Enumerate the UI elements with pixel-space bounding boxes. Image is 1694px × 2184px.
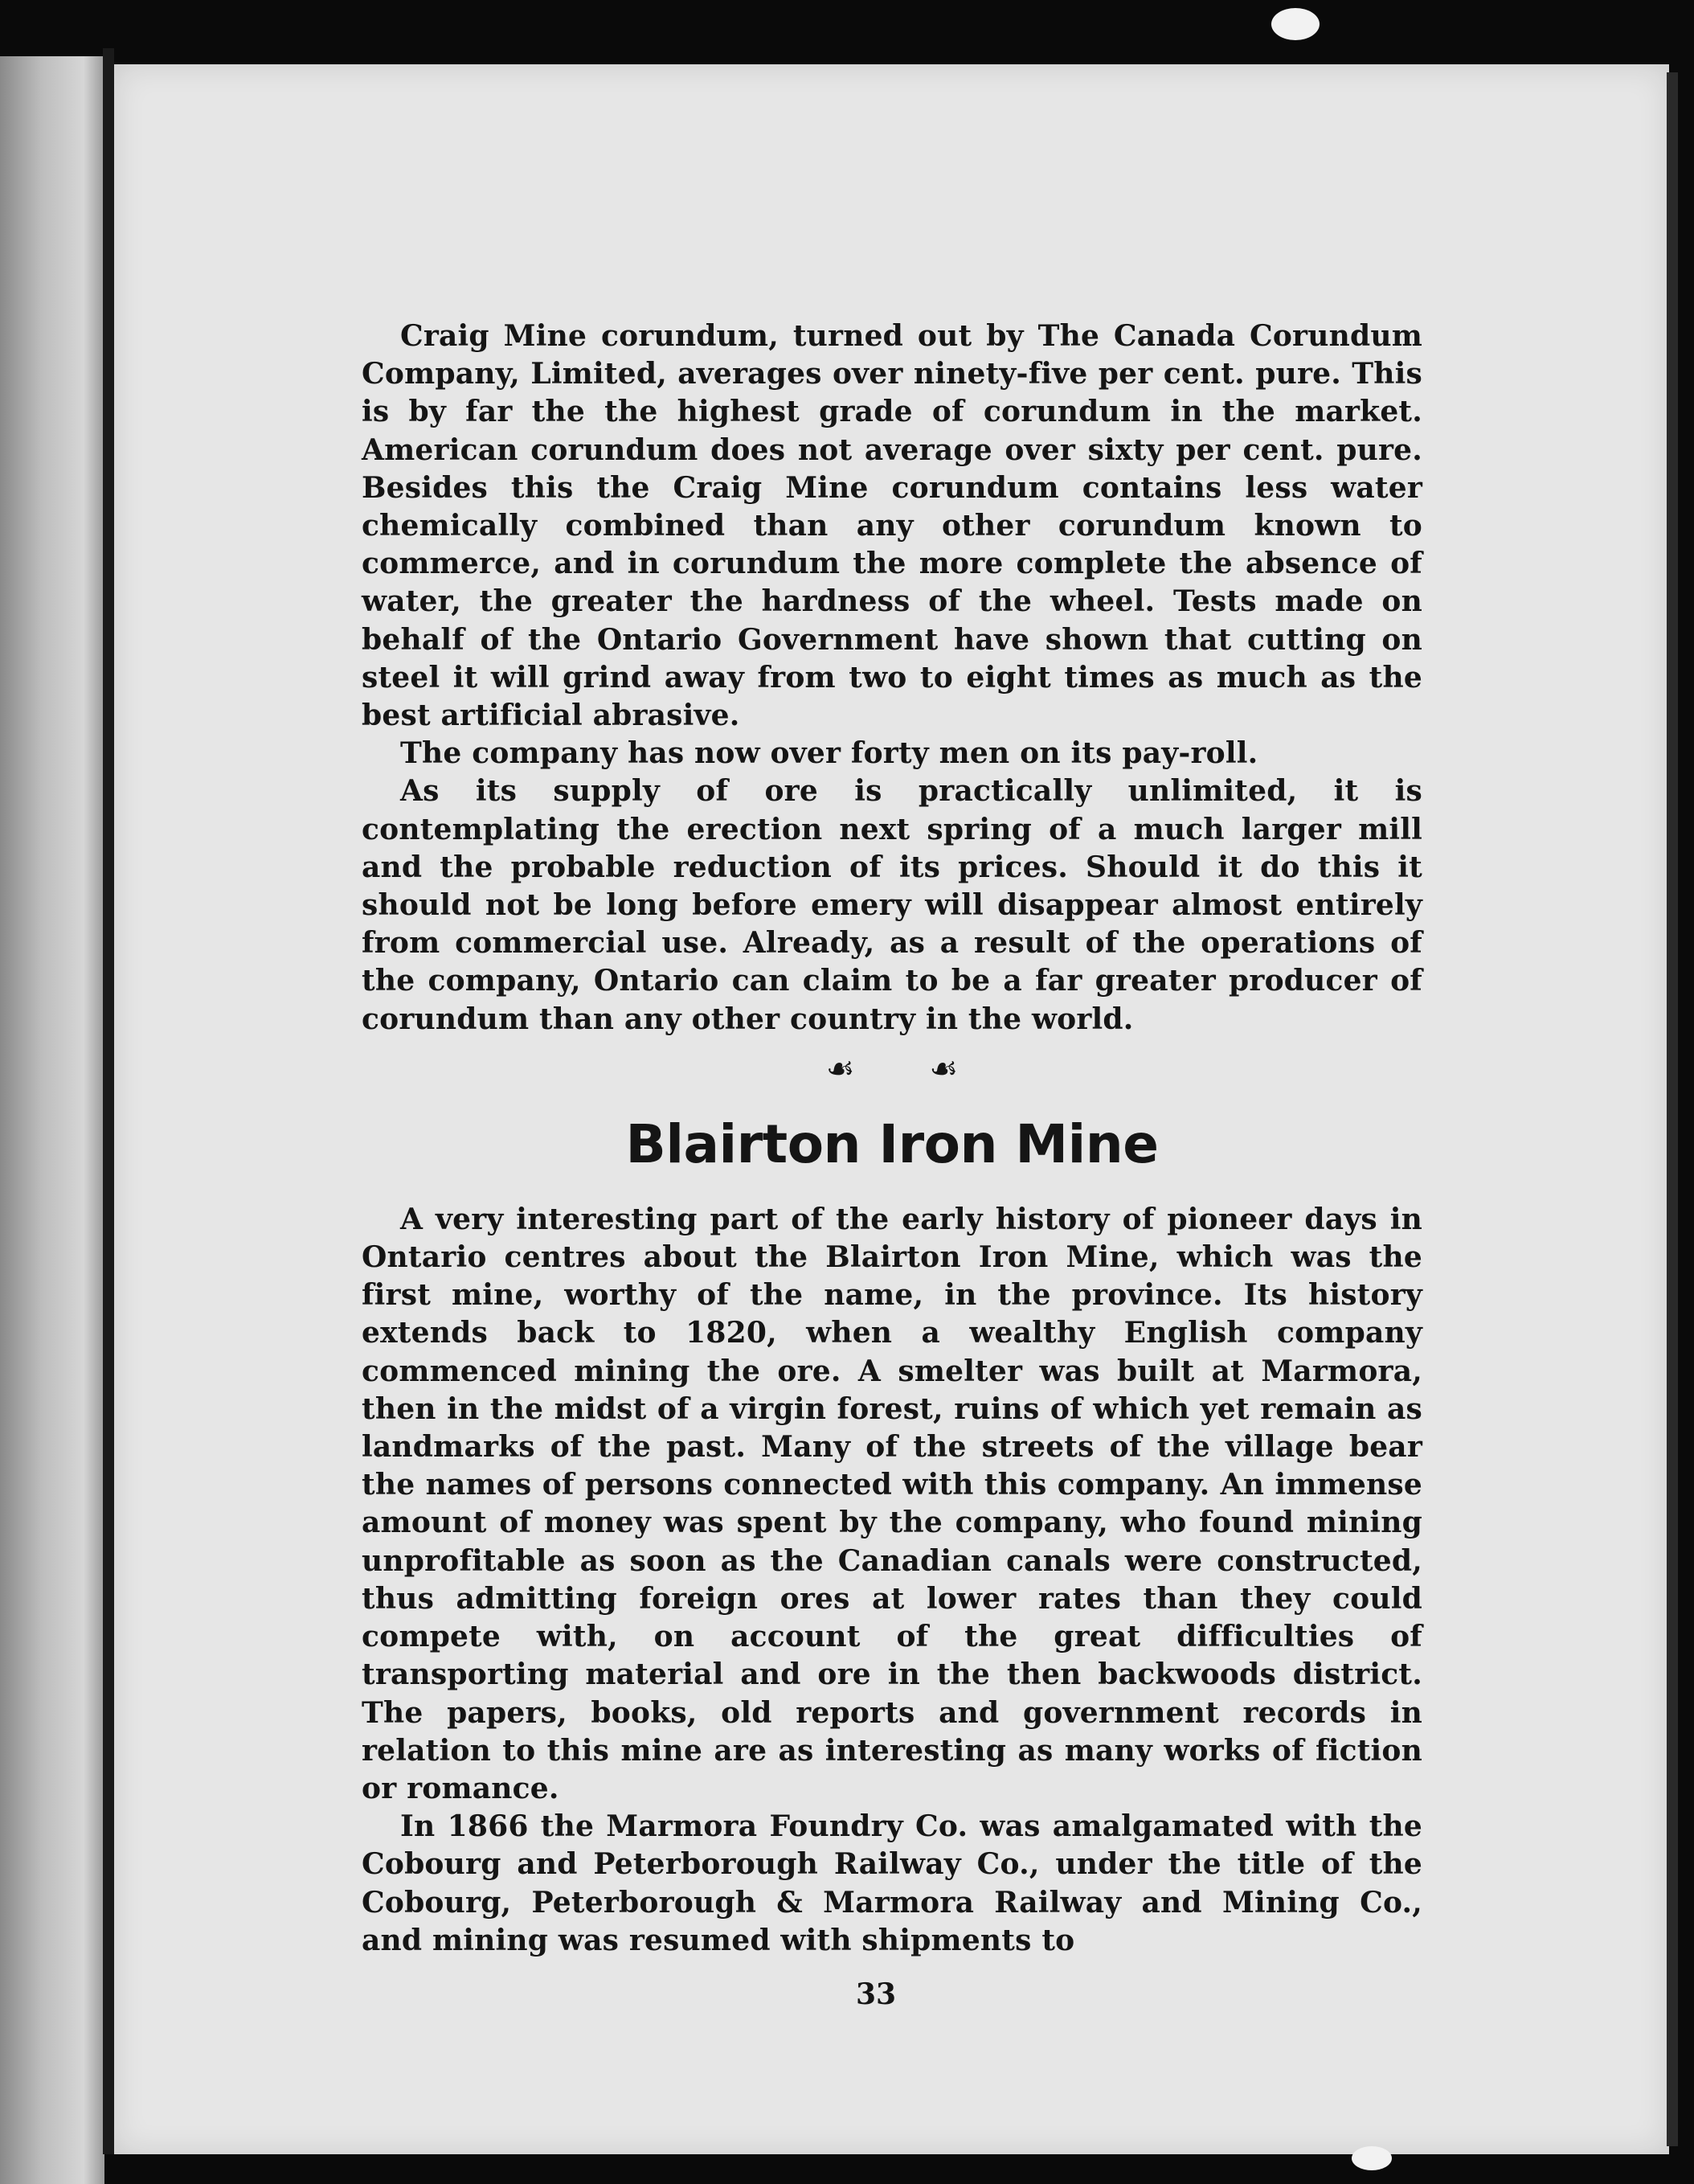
book-gutter bbox=[103, 48, 114, 2154]
scan-speck bbox=[1271, 8, 1320, 40]
section-corundum bbox=[362, 318, 1422, 1039]
left-page-edge bbox=[0, 56, 104, 2184]
paragraph: A very interesting part of the early history of pioneer days in Ontario centres about the Blairton Iron Mine, which was the first mine, worthy of the name, in the province. Its history extends back to 1820, when a wealthy English company commenced mining the ore. A smelter was built at Marmora, then in the midst of a virgin forest, ruins of which yet remain as landmarks of the past. Many of the streets of the village bear the names of persons connected with this company. An immense amount of money was spent by the company, who found mining unprofitable as soon as the Canadian canals were constructed, thus admitting foreign ores at lower rates than they could compete with, on account of the great difficulties of transporting material and ore in the then backwoods district. The papers, books, old reports and government records in relation to this mine are as interesting as many works of fiction or romance. bbox=[362, 1202, 1422, 1805]
scan-speck bbox=[1352, 2146, 1392, 2170]
section-blairton bbox=[362, 1201, 1422, 1960]
page-text bbox=[362, 318, 1422, 1960]
paragraph: The company has now over forty men on its pay-roll. bbox=[400, 736, 1258, 771]
right-page-edge bbox=[1667, 72, 1678, 2146]
paragraph: Craig Mine corundum, turned out by The Canada Corundum Company, Limited, averages over ninety-five per cent. pure. This is by far the the highest grade of corundum in the market. American corundum does not average over sixty per cent. pure. Besides this the Craig Mine corundum contains less water chemically combined than any other corundum known to commerce, and in corundum the more complete the absence of water, the greater the hardness of the wheel. Tests made on behalf of the Ontario Government have shown that cutting on steel it will grind away from two to eight times as much as the best artificial abrasive. bbox=[362, 319, 1422, 733]
paragraph: As its supply of ore is practically unlimited, it is contemplating the erection next spring of a much larger mill and the probable reduction of its prices. Should it do this it should not be long before emery will disappear almost entirely from commercial use. Already, as a result of the operations of the company, Ontario can claim to be a far greater producer of corundum than any other country in the world. bbox=[362, 774, 1422, 1036]
page-number: 33 bbox=[855, 1977, 897, 2011]
section-heading: Blairton Iron Mine bbox=[625, 1112, 1159, 1175]
section-ornament: ☙ ☙ bbox=[825, 1050, 991, 1088]
paragraph: In 1866 the Marmora Foundry Co. was amalgamated with the Cobourg and Peterborough Railway Co., under the title of the Cobourg, Peterborough & Marmora Railway and Mining Co., and mining was resumed with shipments to bbox=[362, 1809, 1422, 1957]
